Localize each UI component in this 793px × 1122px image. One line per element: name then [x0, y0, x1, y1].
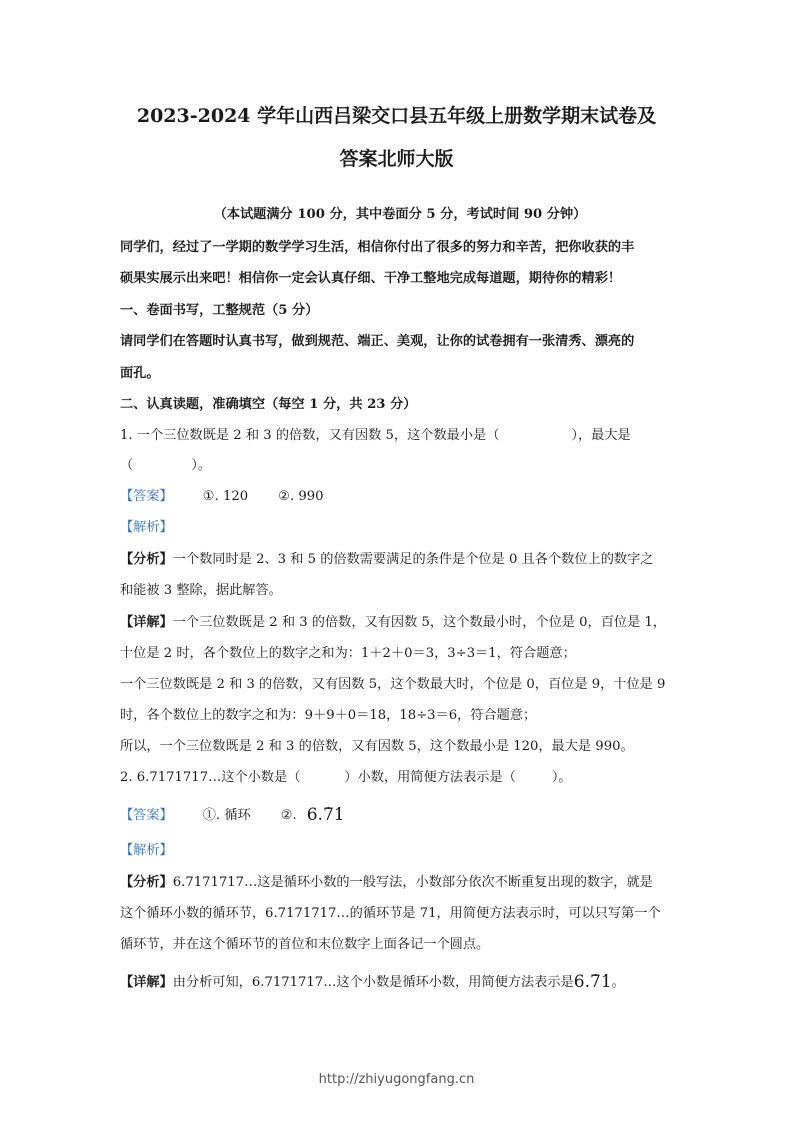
q1-xiangjie-line-1 [120, 615, 680, 631]
q1-fenxi-line-2: 和能被 3 整除，据此解答。 [120, 583, 282, 598]
q1-xiangjie-line-4: 时，各个数位上的数字之和为：9＋9＋0＝18，18÷3＝6，符合题意； [120, 708, 537, 723]
q2-stem-a: 2. 6.7171717…这个小数是（ [120, 770, 301, 785]
q2-answer-1: ①. 循环 [202, 808, 251, 823]
q2-stem-b: ）小数，用简便方法表示是（ [344, 770, 516, 785]
q1-xiangjie-text-1: 一个三位数既是 2 和 3 的倍数，又有因数 5，这个数最小时，个位是 0，百位是 1， [172, 615, 667, 630]
intro-paragraph-line-1: 同学们，经过了一学期的数学学习生活，相信你付出了很多的努力和辛苦，把你收获的丰 [120, 240, 635, 255]
exam-note: （本试题满分 100 分，其中卷面分 5 分，考试时间 90 分钟） [213, 207, 587, 222]
q2-fenxi-text-1: 6.7171717…这是循环小数的一般写法，小数部分依次不断重复出现的数字，就是 [172, 875, 653, 890]
q2-fenxi-tag: 【分析】 [120, 875, 173, 890]
q1-stem-b: ），最大是 [571, 428, 631, 443]
repeating-digit-end: . 1 [334, 807, 345, 823]
q2-xiangjie-tag: 【详解】 [120, 975, 173, 990]
q1-stem-d: ）。 [191, 458, 211, 473]
section-1-heading: 一、卷面书写，工整规范（5 分） [120, 303, 319, 318]
q1-xiangjie-line-2: 十位是 2 时，各个数位上的数字之和为：1＋2＋0＝3，3÷3＝1，符合题意； [120, 646, 576, 661]
q1-fenxi-text-1: 一个数同时是 2、3 和 5 的倍数需要满足的条件是个位是 0 且各个数位上的数字之 [172, 552, 654, 567]
q1-answer [120, 489, 680, 505]
q1-stem-line-1 [120, 428, 680, 444]
q2-stem-c: ）。 [551, 770, 572, 785]
repeating-digit-start: . 7 [323, 807, 334, 823]
document-title-line-1: 2023-2024 学年山西吕梁交口县五年级上册数学期末试卷及 [136, 105, 657, 127]
intro-paragraph-line-2: 硕果实展示出来吧！相信你一定会认真仔细、干净工整地完成每道题，期待你的精彩！ [120, 271, 622, 286]
repeating-decimal-answer [307, 805, 345, 825]
q2-fenxi-line-1 [120, 875, 680, 891]
repeating-digit-end: . 1 [601, 974, 612, 990]
q2-xiangjie-line-1 [120, 973, 680, 991]
q2-xiangjie-end: 。 [611, 975, 625, 990]
footer-url[interactable]: http://zhiyugongfang.cn [318, 1072, 475, 1087]
q2-stem [120, 770, 680, 786]
q1-stem-c: （ [120, 458, 134, 473]
q2-fenxi-line-3: 循环节，并在这个循环节的首位和末位数字上面各记一个圆点。 [120, 937, 490, 952]
q2-jiexi-tag: 【解析】 [120, 843, 173, 858]
q2-fenxi-line-2: 这个循环小数的循环节，6.7171717…的循环节是 71，用简便方法表示时，可以只写第一个 [120, 906, 661, 921]
document-title-line-2: 答案北师大版 [339, 148, 454, 170]
q1-answer-1: ①. 120 [202, 489, 249, 504]
q2-answer [120, 806, 680, 824]
q1-fenxi-tag: 【分析】 [120, 552, 173, 567]
section-1-text-line-1: 请同学们在答题时认真书写，做到规范、端正、美观，让你的试卷拥有一张清秀、漂亮的 [120, 334, 635, 349]
q1-xiangjie-line-5: 所以，一个三位数既是 2 和 3 的倍数，又有因数 5，这个数最小是 120，最大是 990。 [120, 739, 634, 754]
section-2-heading: 二、认真读题，准确填空（每空 1 分，共 23 分） [120, 397, 417, 412]
q1-answer-2: ②. 990 [278, 489, 324, 504]
q1-xiangjie-tag: 【详解】 [120, 615, 173, 630]
decimal-integer-part: 6. [306, 805, 323, 825]
q1-answer-tag: 【答案】 [120, 489, 173, 504]
q2-answer-2-label: ②. [280, 808, 297, 823]
q2-answer-tag: 【答案】 [120, 808, 173, 823]
q1-jiexi-tag: 【解析】 [120, 520, 173, 535]
repeating-digit-start: . 7 [590, 974, 601, 990]
q1-stem-line-2 [120, 458, 680, 474]
q1-xiangjie-line-3: 一个三位数既是 2 和 3 的倍数，又有因数 5，这个数最大时，个位是 0，百位是 9，十位是 9 [120, 677, 666, 692]
repeating-decimal-inline [574, 972, 612, 992]
section-1-text-line-2: 面孔。 [120, 366, 160, 381]
q1-stem-a: 1. 一个三位数既是 2 和 3 的倍数，又有因数 5，这个数最小是（ [120, 428, 500, 443]
q2-xiangjie-text-1: 由分析可知，6.7171717…这个小数是循环小数，用简便方法表示是 [172, 975, 574, 990]
q1-fenxi-line-1 [120, 552, 680, 568]
decimal-integer-part: 6. [573, 972, 590, 992]
